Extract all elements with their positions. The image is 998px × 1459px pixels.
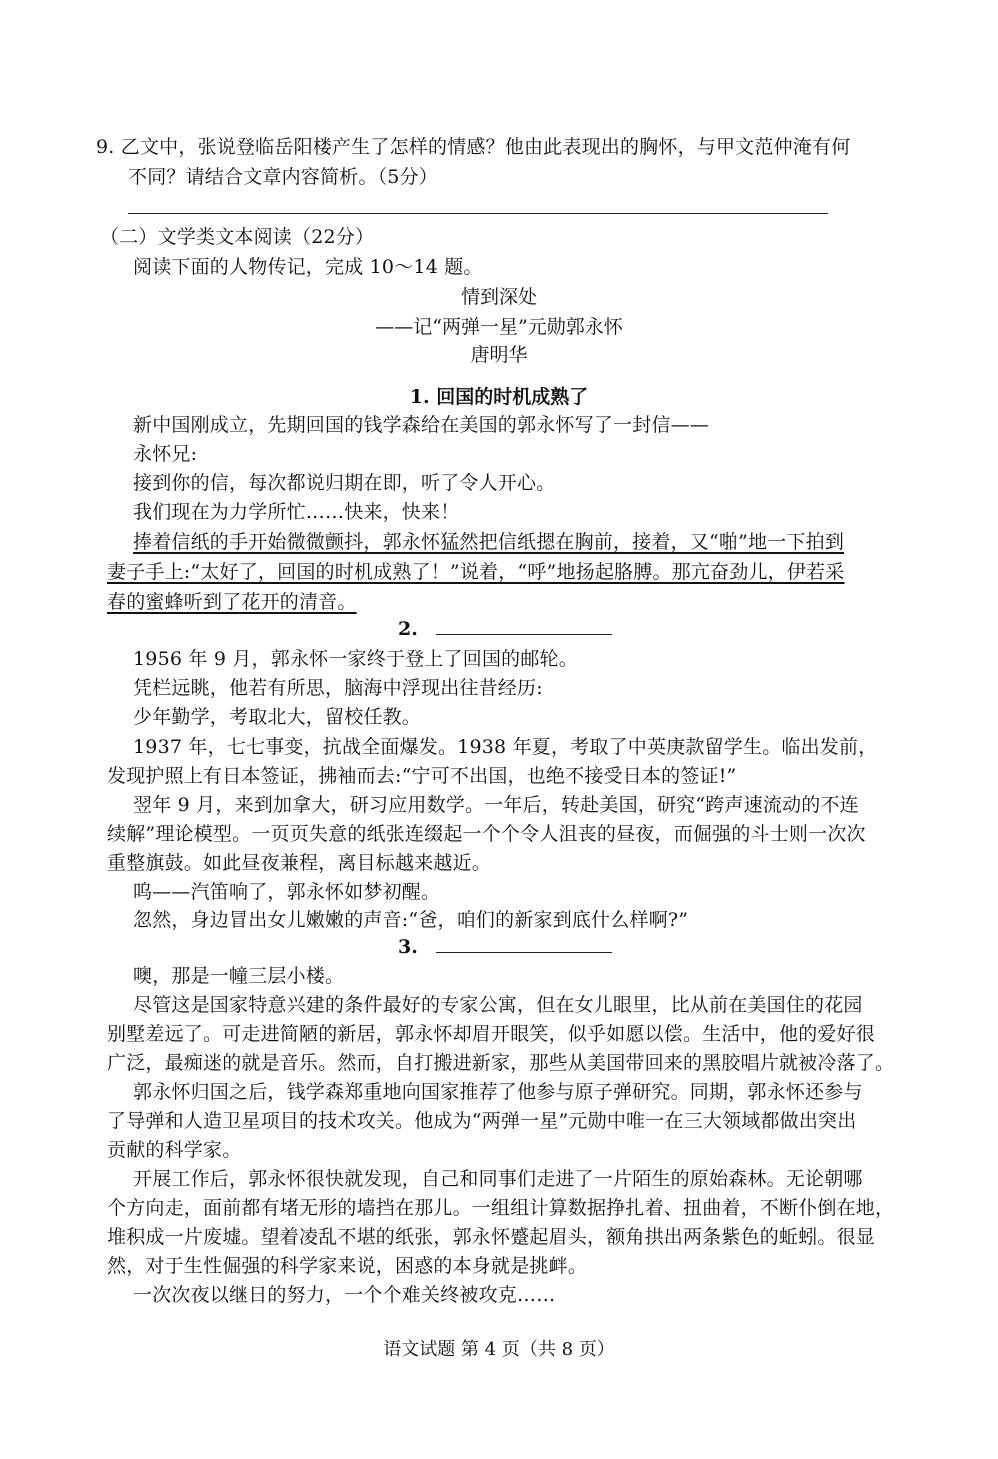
paragraph-line: 然，对于生性倔强的科学家来说，困惑的本身就是挑衅。	[107, 1255, 588, 1277]
section-heading: （二）文学类文本阅读（22分）	[100, 226, 375, 248]
paragraph-line: 永怀兄:	[133, 443, 198, 465]
paragraph-line: 重整旗鼓。如此昼夜兼程，离目标越来越近。	[107, 852, 492, 874]
article-title: 情到深处	[460, 286, 537, 308]
paragraph-line: 郭永怀归国之后，钱学森郑重地向国家推荐了他参与原子弹研究。同期，郭永怀还参与	[133, 1081, 863, 1103]
underlined-line: 春的蜜蜂听到了花开的清音。	[107, 591, 357, 613]
paragraph-line: 续解”理论模型。一页页失意的纸张连缀起一个个令人沮丧的昼夜，而倔强的斗士则一次次	[107, 823, 866, 845]
paragraph-line: 别墅差远了。可走进简陋的新居，郭永怀却眉开眼笑，似乎如愿以偿。生活中，他的爱好很	[107, 1023, 876, 1045]
paragraph-line: 翌年 9 月，来到加拿大，研习应用数学。一年后，转赴美国，研究“跨声速流动的不连	[133, 794, 859, 816]
section-instruction: 阅读下面的人物传记，完成 10～14 题。	[133, 256, 483, 278]
paragraph-line: 呜——汽笛响了，郭永怀如梦初醒。	[133, 881, 441, 903]
part3-number: 3.	[398, 936, 418, 958]
part2-heading	[398, 616, 612, 642]
paragraph-line: 少年勤学，考取北大，留校任教。	[133, 706, 422, 728]
part2-number: 2.	[398, 618, 418, 640]
fill-blank-2	[436, 616, 612, 635]
paragraph-line: 开展工作后，郭永怀很快就发现，自己和同事们走进了一片陌生的原始森林。无论朝哪	[133, 1168, 863, 1190]
article-author: 唐明华	[470, 344, 528, 366]
paragraph-line: 忽然，身边冒出女儿嫩嫩的声音:“爸，咱们的新家到底什么样啊?”	[133, 909, 689, 931]
paragraph-line: 个方向走，面前都有堵无形的墙挡在那儿。一组组计算数据挣扎着、扭曲着，不断仆倒在地，	[107, 1197, 895, 1219]
paragraph-line: 我们现在为力学所忙……快来，快来！	[133, 501, 460, 523]
paragraph-line: 噢，那是一幢三层小楼。	[133, 965, 345, 987]
underlined-line: 妻子手上:“太好了，回国的时机成熟了！”说着，“呼”地扬起胳膊。那亢奋劲儿，伊若采	[107, 561, 845, 583]
paragraph-line: 凭栏远眺，他若有所思，脑海中浮现出往昔经历:	[133, 677, 543, 699]
question-9-line1: 9. 乙文中，张说登临岳阳楼产生了怎样的情感？他由此表现出的胸怀，与甲文范仲淹有何	[96, 136, 851, 158]
underlined-line: 捧着信纸的手开始微微颤抖，郭永怀猛然把信纸摁在胸前，接着，又“啪”地一下拍到	[133, 531, 845, 553]
paragraph-line: 了导弹和人造卫星项目的技术攻关。他成为“两弹一星”元勋中唯一在三大领域都做出突出	[107, 1110, 857, 1132]
paragraph-line: 接到你的信，每次都说归期在即，听了令人开心。	[133, 472, 556, 494]
fill-blank-3	[436, 934, 612, 953]
paragraph-line: 堆积成一片废墟。望着凌乱不堪的纸张，郭永怀蹙起眉头，额角拱出两条紫色的蚯蚓。很显	[107, 1226, 876, 1248]
answer-line	[128, 213, 828, 214]
part3-heading	[398, 934, 612, 960]
question-9-line2: 不同？请结合文章内容简析。（5分）	[128, 166, 438, 188]
paragraph-line: 新中国刚成立，先期回国的钱学森给在美国的郭永怀写了一封信——	[133, 414, 710, 436]
part1-heading: 1. 回国的时机成熟了	[409, 386, 589, 408]
paragraph-line: 1937 年，七七事变，抗战全面爆发。1938 年夏，考取了中英庚款留学生。临出发前，	[133, 736, 878, 758]
paragraph-line: 广泛，最痴迷的就是音乐。然而，自打搬进新家，那些从美国带回来的黑胶唱片就被冷落了。	[107, 1052, 895, 1074]
paragraph-line: 尽管这是国家特意兴建的条件最好的专家公寓，但在女儿眼里，比从前在美国住的花园	[133, 994, 863, 1016]
paragraph-line: 发现护照上有日本签证，拂袖而去:“宁可不出国，也绝不接受日本的签证!”	[107, 765, 737, 787]
article-subtitle: ——记“两弹一星”元勋郭永怀	[375, 316, 623, 338]
page-footer: 语文试题 第 4 页（共 8 页）	[383, 1339, 615, 1360]
paragraph-line: 贡献的科学家。	[107, 1139, 242, 1161]
paragraph-line: 一次次夜以继日的努力，一个个难关终被攻克……	[133, 1284, 556, 1306]
paragraph-line: 1956 年 9 月，郭永怀一家终于登上了回国的邮轮。	[133, 648, 578, 670]
